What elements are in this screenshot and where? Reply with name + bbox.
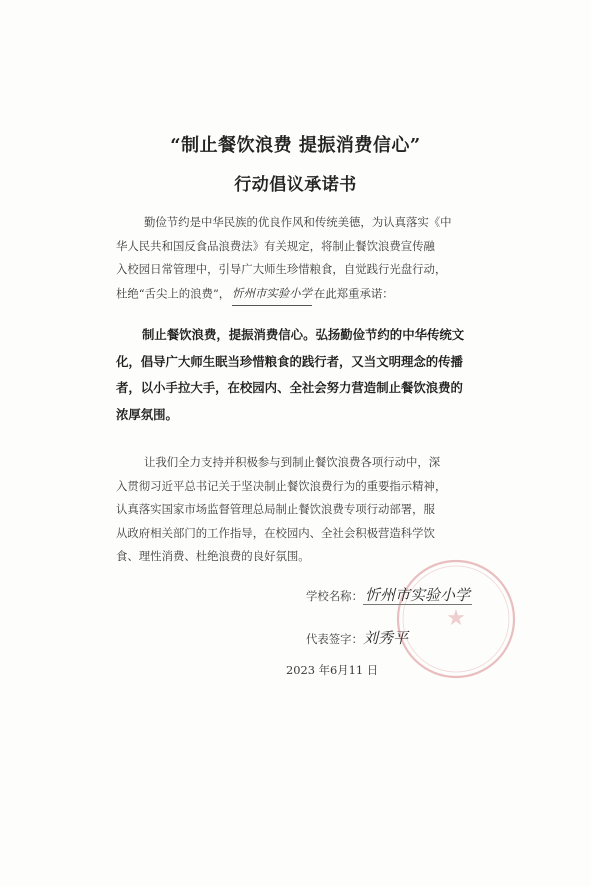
paragraph-line: 食、理性消费、杜绝浪费的良好氛围。	[116, 549, 310, 563]
paragraph-line: 浓厚氛围。	[116, 406, 178, 422]
paragraph-line: 者，以小手拉大手，在校园内、全社会努力营造制止餐饮浪费的	[116, 380, 463, 395]
paragraph-line	[116, 282, 478, 307]
representative-signature-row	[306, 627, 408, 648]
document-date: 2023 年6月11 日	[286, 663, 379, 677]
handwritten-signature: 刘秀平	[362, 629, 408, 647]
paragraph-line: 勤俭节约是中华民族的优良作风和传统美德，为认真落实《中	[144, 215, 452, 229]
handwritten-school-name: 忻州市实验小学	[232, 282, 312, 307]
paragraph-line: 制止餐饮浪费，提振消费信心。弘扬勤俭节约的中华传统文	[142, 327, 465, 342]
paragraph-line: 从政府相关部门的工作指导，在校园内、全社会积极营造科学饮	[116, 525, 435, 540]
paragraph-line: 化，倡导广大师生眠当珍惜粮食的践行者，又当文明理念的传播	[116, 353, 463, 369]
school-name-label: 学校名称：	[306, 589, 363, 603]
document-title: “制止餐饮浪费 提振消费信心”	[170, 135, 421, 156]
school-name-row	[306, 584, 472, 605]
paragraph-intro	[116, 211, 478, 306]
paragraph-commitment	[116, 322, 480, 428]
paragraph-line: 华人民共和国反食品浪费法》有关规定，将制止餐饮浪费宣传融	[116, 238, 435, 253]
paragraph-line: 入校园日常管理中，引导广大师生珍惜粮食，自觉践行光盘行动，	[116, 262, 447, 276]
handwritten-school-name: 忻州市实验小学	[364, 586, 470, 604]
representative-label: 代表签字：	[306, 632, 363, 646]
paragraph-line: 让我们全力支持并积极参与到制止餐饮浪费各项行动中，深	[144, 455, 441, 469]
paragraph-line: 入贯彻习近平总书记关于坚决制止餐饮浪费行为的重要指示精神，	[116, 478, 447, 493]
paragraph-call-to-action	[116, 451, 478, 569]
paragraph-fragment: 杜绝“舌尖上的浪费”，	[116, 285, 231, 300]
official-seal-stamp	[392, 555, 520, 683]
paragraph-line: 认真落实国家市场监督管理总局制止餐饮浪费专项行动部署，服	[116, 502, 435, 516]
svg-text:★: ★	[446, 606, 466, 631]
paragraph-fragment: 在此郑重承诺：	[313, 285, 394, 300]
document-subtitle: 行动倡议承诺书	[234, 175, 357, 195]
